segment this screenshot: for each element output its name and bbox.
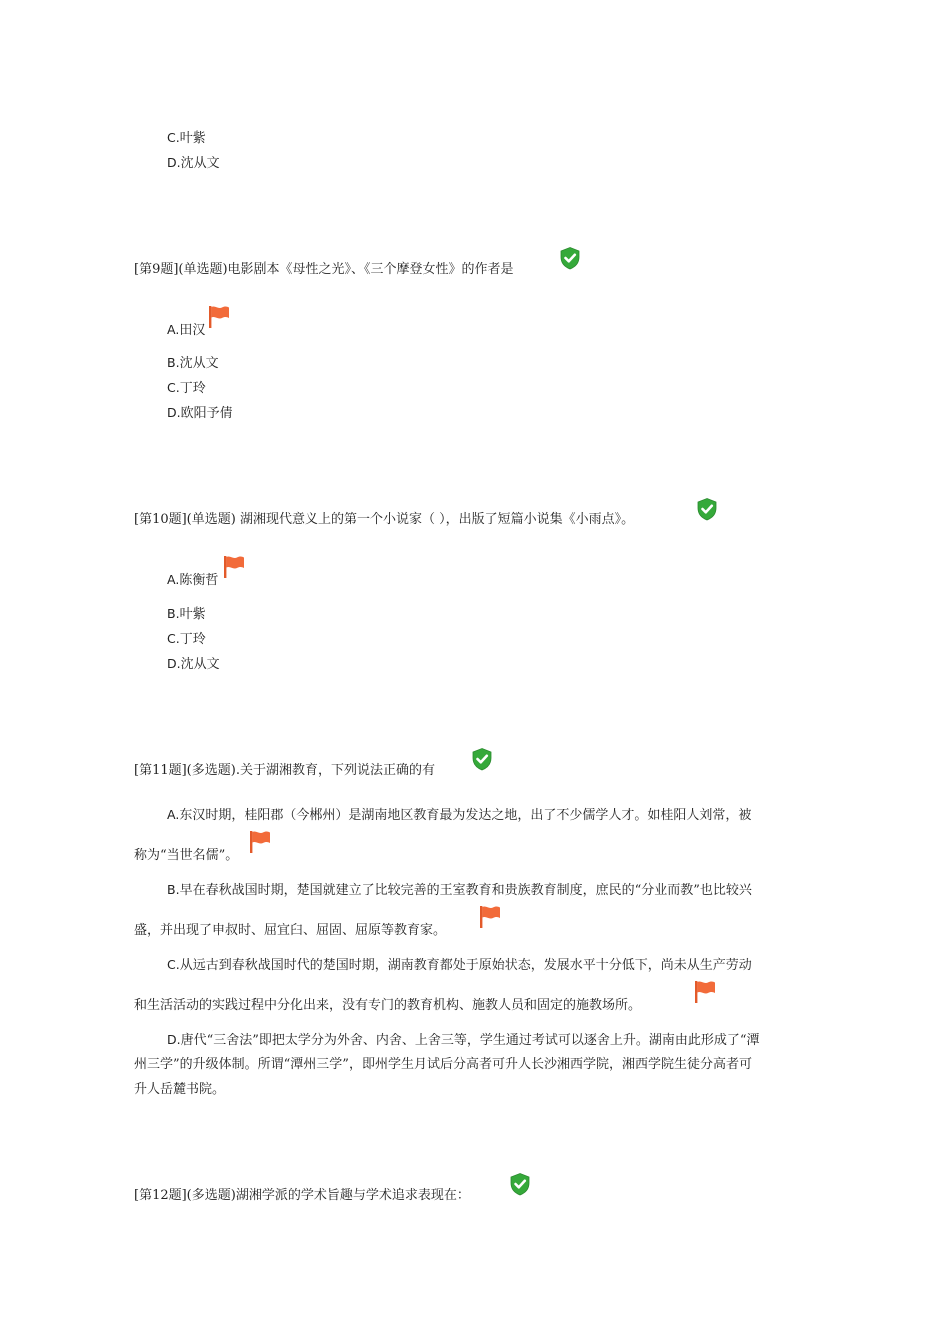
question-9-title: [第9题](单选题)电影剧本《母性之光》、《三个摩登女性》的作者是	[134, 262, 514, 277]
selected-flag-icon	[221, 554, 247, 580]
option-text: 田汉	[179, 323, 206, 338]
selected-flag-icon	[477, 904, 503, 930]
option-d	[167, 154, 220, 173]
option-text: 沈从文	[180, 657, 220, 672]
option-text: 从远古到春秋战国时代的楚国时期，湖南教育都处于原始状态，发展水平十分低下，尚未从生产劳动	[179, 958, 752, 973]
option-letter: D.	[167, 155, 181, 170]
selected-flag-icon	[206, 304, 232, 330]
option-b-line1	[167, 881, 752, 900]
option-text: 陈衡哲	[179, 573, 219, 588]
option-text: 叶紫	[179, 131, 206, 146]
option-letter: C.	[167, 130, 180, 145]
selected-flag-icon	[247, 829, 273, 855]
question-12-title: [第12题](多选题)湖湘学派的学术旨趣与学术追求表现在：	[134, 1188, 470, 1203]
option-letter: C.	[167, 957, 180, 972]
question-10-title: [第10题](单选题) 湖湘现代意义上的第一个小说家（ ），出版了短篇小说集《小雨点》。	[134, 512, 635, 527]
option-a-line1	[167, 806, 751, 825]
option-letter: C.	[167, 380, 180, 395]
option-letter: A.	[167, 322, 180, 337]
option-letter: A.	[167, 807, 180, 822]
option-a-line2: 称为“当世名儒”。	[134, 848, 239, 863]
option-text: 丁玲	[179, 632, 206, 647]
option-letter: C.	[167, 631, 180, 646]
option-text: 沈从文	[179, 356, 219, 371]
option-a	[167, 321, 205, 340]
option-d-line2: 州三学”的升级体制。所谓“潭州三学”，即州学生月试后分高者可升人长沙湘西学院，湘西学院生徒分高者可	[134, 1057, 752, 1072]
option-text: 东汉时期，桂阳郡（今郴州）是湖南地区教育最为发达之地，出了不少儒学人才。如桂阳人刘常，被	[179, 808, 752, 823]
option-letter: D.	[167, 656, 181, 671]
option-b	[167, 354, 219, 373]
option-text: 欧阳予倩	[180, 406, 233, 421]
option-c	[167, 379, 206, 398]
option-letter: D.	[167, 405, 181, 420]
option-c	[167, 129, 206, 148]
option-letter: B.	[167, 882, 180, 897]
option-c-line1	[167, 956, 752, 975]
question-11-title: [第11题](多选题).关于湖湘教育，下列说法正确的有	[134, 763, 435, 778]
option-d-line1	[167, 1031, 760, 1050]
option-c	[167, 630, 206, 649]
option-letter: B.	[167, 355, 180, 370]
option-text: 丁玲	[179, 381, 206, 396]
correct-check-icon	[695, 497, 719, 521]
option-text: 早在春秋战国时期，楚国就建立了比较完善的王室教育和贵族教育制度，庶民的“分业而教”也比较兴	[179, 883, 752, 898]
correct-check-icon	[508, 1172, 532, 1196]
option-b	[167, 605, 206, 624]
option-letter: B.	[167, 606, 180, 621]
option-c-line2: 和生活活动的实践过程中分化出来，没有专门的教育机构、施教人员和固定的施教场所。	[134, 998, 642, 1013]
option-b-line2: 盛，并出现了申叔时、屈宜臼、屈固、屈原等教育家。	[134, 923, 447, 938]
selected-flag-icon	[692, 979, 718, 1005]
option-d	[167, 404, 233, 423]
correct-check-icon	[470, 747, 494, 771]
option-text: 唐代“三舍法”即把太学分为外舍、内舍、上舍三等，学生通过考试可以逐舍上升。湖南由此形成了“潭	[180, 1033, 760, 1048]
correct-check-icon	[558, 246, 582, 270]
option-text: 沈从文	[180, 156, 220, 171]
option-letter: A.	[167, 572, 180, 587]
option-letter: D.	[167, 1032, 181, 1047]
option-a	[167, 571, 218, 590]
option-text: 叶紫	[179, 607, 206, 622]
option-d-line3: 升人岳麓书院。	[134, 1082, 226, 1097]
option-d	[167, 655, 220, 674]
